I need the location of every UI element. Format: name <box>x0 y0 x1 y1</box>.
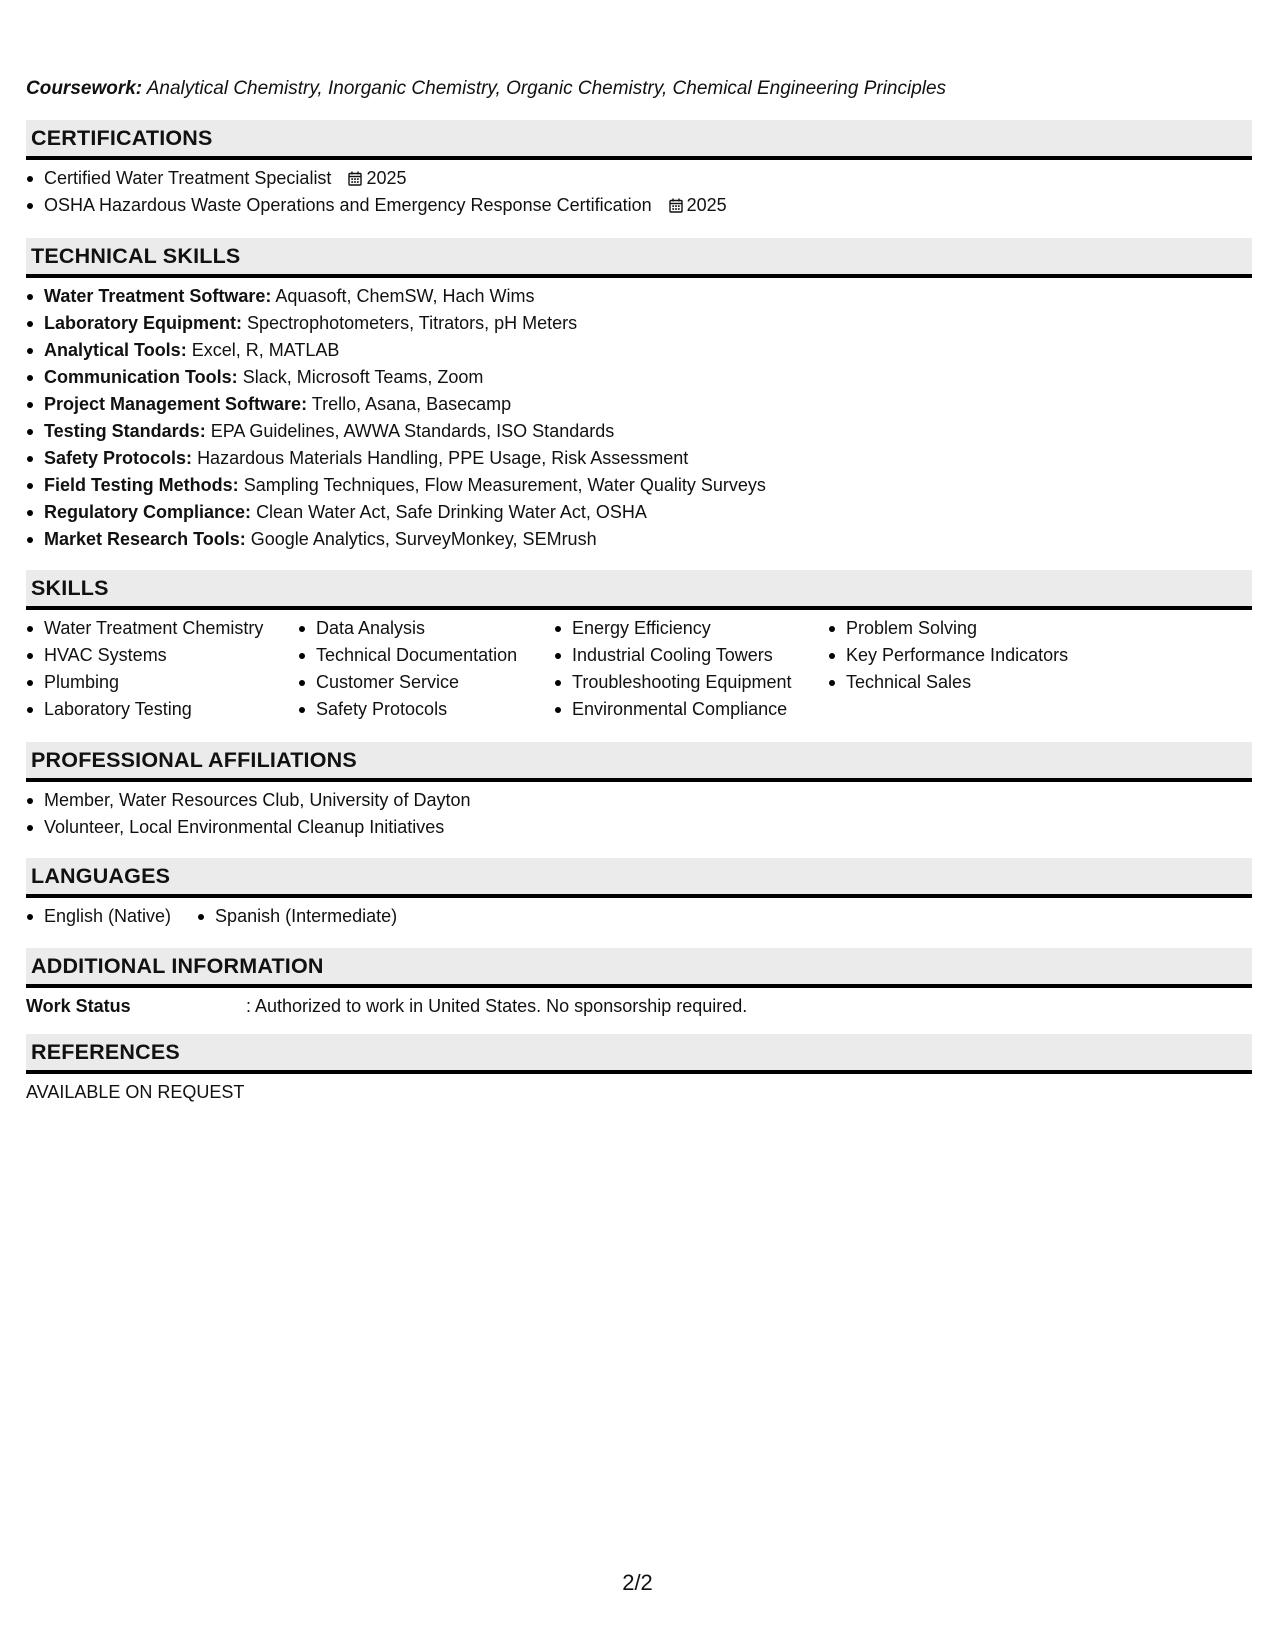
skills-grid <box>26 615 1252 723</box>
affiliation-item: Volunteer, Local Environmental Cleanup Initiatives <box>26 814 1252 841</box>
section-title: REFERENCES <box>31 1039 180 1064</box>
certifications-section <box>26 120 1252 219</box>
coursework-text: Analytical Chemistry, Inorganic Chemistry, Organic Chemistry, Chemical Engineering Principles <box>146 78 947 99</box>
affiliations-section <box>26 742 1252 841</box>
skills-column <box>26 615 298 723</box>
technical-skill-item <box>26 337 1252 364</box>
skills-column <box>828 615 1128 723</box>
skill-item: Industrial Cooling Towers <box>554 642 828 669</box>
technical-skill-item <box>26 445 1252 472</box>
section-title: SKILLS <box>31 575 109 600</box>
skill-item: Troubleshooting Equipment <box>554 669 828 696</box>
section-title: TECHNICAL SKILLS <box>31 243 241 268</box>
certification-name: OSHA Hazardous Waste Operations and Emergency Response Certification <box>44 195 652 215</box>
skill-item: Energy Efficiency <box>554 615 828 642</box>
technical-skill-item <box>26 391 1252 418</box>
skill-item: Problem Solving <box>828 615 1128 642</box>
languages-header <box>26 858 1252 898</box>
certifications-list <box>26 165 1252 219</box>
skill-category: Market Research Tools: <box>44 529 246 549</box>
references-section <box>26 1034 1252 1106</box>
technical-skill-item <box>26 364 1252 391</box>
skill-item: Customer Service <box>298 669 554 696</box>
skill-item: Laboratory Testing <box>26 696 298 723</box>
technical-skill-item <box>26 526 1252 553</box>
section-title: CERTIFICATIONS <box>31 125 213 150</box>
technical-skill-item <box>26 310 1252 337</box>
calendar-icon <box>669 198 683 213</box>
skill-category: Field Testing Methods: <box>44 475 239 495</box>
skill-category: Testing Standards: <box>44 421 206 441</box>
skills-column <box>298 615 554 723</box>
language-item: English (Native) <box>26 903 171 930</box>
languages-section <box>26 858 1252 930</box>
skill-category: Regulatory Compliance: <box>44 502 252 522</box>
skill-category: Safety Protocols: <box>44 448 193 468</box>
technical-skill-item <box>26 499 1252 526</box>
page-number: 2/2 <box>622 1570 653 1595</box>
certification-item <box>26 192 1252 219</box>
skill-values: Excel, R, MATLAB <box>191 340 340 360</box>
coursework-line <box>26 78 946 100</box>
skills-column <box>554 615 828 723</box>
technical-skills-list <box>26 283 1252 553</box>
certifications-header <box>26 120 1252 160</box>
skill-item: HVAC Systems <box>26 642 298 669</box>
language-item: Spanish (Intermediate) <box>197 903 397 930</box>
section-title: PROFESSIONAL AFFILIATIONS <box>31 747 357 772</box>
references-header <box>26 1034 1252 1074</box>
technical-skills-section <box>26 238 1252 553</box>
affiliation-item: Member, Water Resources Club, University of Dayton <box>26 787 1252 814</box>
skill-values: Trello, Asana, Basecamp <box>311 394 512 414</box>
work-status-row <box>26 993 1252 1020</box>
additional-info-header <box>26 948 1252 988</box>
technical-skill-item <box>26 283 1252 310</box>
skill-values: Slack, Microsoft Teams, Zoom <box>242 367 484 387</box>
certification-year: 2025 <box>366 168 407 188</box>
skill-values: Google Analytics, SurveyMonkey, SEMrush <box>250 529 597 549</box>
skill-values: Hazardous Materials Handling, PPE Usage, Risk Assessment <box>197 448 689 468</box>
affiliations-list <box>26 787 1252 841</box>
certification-name: Certified Water Treatment Specialist <box>44 168 332 188</box>
skill-item: Environmental Compliance <box>554 696 828 723</box>
additional-info-section <box>26 948 1252 1020</box>
skill-item: Key Performance Indicators <box>828 642 1128 669</box>
certification-item <box>26 165 1252 192</box>
calendar-icon <box>348 171 362 186</box>
section-title: ADDITIONAL INFORMATION <box>31 953 324 978</box>
coursework-label: Coursework: <box>26 78 143 99</box>
skills-section <box>26 570 1252 723</box>
skill-category: Project Management Software: <box>44 394 308 414</box>
skill-category: Water Treatment Software: <box>44 286 272 306</box>
references-text: AVAILABLE ON REQUEST <box>26 1082 245 1102</box>
skills-header <box>26 570 1252 610</box>
skill-values: Sampling Techniques, Flow Measurement, Water Quality Surveys <box>243 475 766 495</box>
skill-item: Technical Sales <box>828 669 1128 696</box>
work-status-value: : Authorized to work in United States. No sponsorship required. <box>246 996 748 1016</box>
skill-category: Analytical Tools: <box>44 340 187 360</box>
work-status-label: Work Status <box>26 996 131 1016</box>
skill-values: EPA Guidelines, AWWA Standards, ISO Standards <box>210 421 615 441</box>
skill-item: Plumbing <box>26 669 298 696</box>
affiliations-header <box>26 742 1252 782</box>
languages-list <box>26 903 1252 930</box>
certification-year: 2025 <box>686 195 727 215</box>
section-title: LANGUAGES <box>31 863 171 888</box>
skill-item: Safety Protocols <box>298 696 554 723</box>
skill-item: Data Analysis <box>298 615 554 642</box>
skill-item: Water Treatment Chemistry <box>26 615 298 642</box>
technical-skills-header <box>26 238 1252 278</box>
skill-item: Technical Documentation <box>298 642 554 669</box>
skill-category: Laboratory Equipment: <box>44 313 243 333</box>
skill-values: Clean Water Act, Safe Drinking Water Act, OSHA <box>256 502 647 522</box>
skill-values: Spectrophotometers, Titrators, pH Meters <box>247 313 578 333</box>
technical-skill-item <box>26 472 1252 499</box>
skill-category: Communication Tools: <box>44 367 238 387</box>
skill-values: Aquasoft, ChemSW, Hach Wims <box>275 286 535 306</box>
technical-skill-item <box>26 418 1252 445</box>
